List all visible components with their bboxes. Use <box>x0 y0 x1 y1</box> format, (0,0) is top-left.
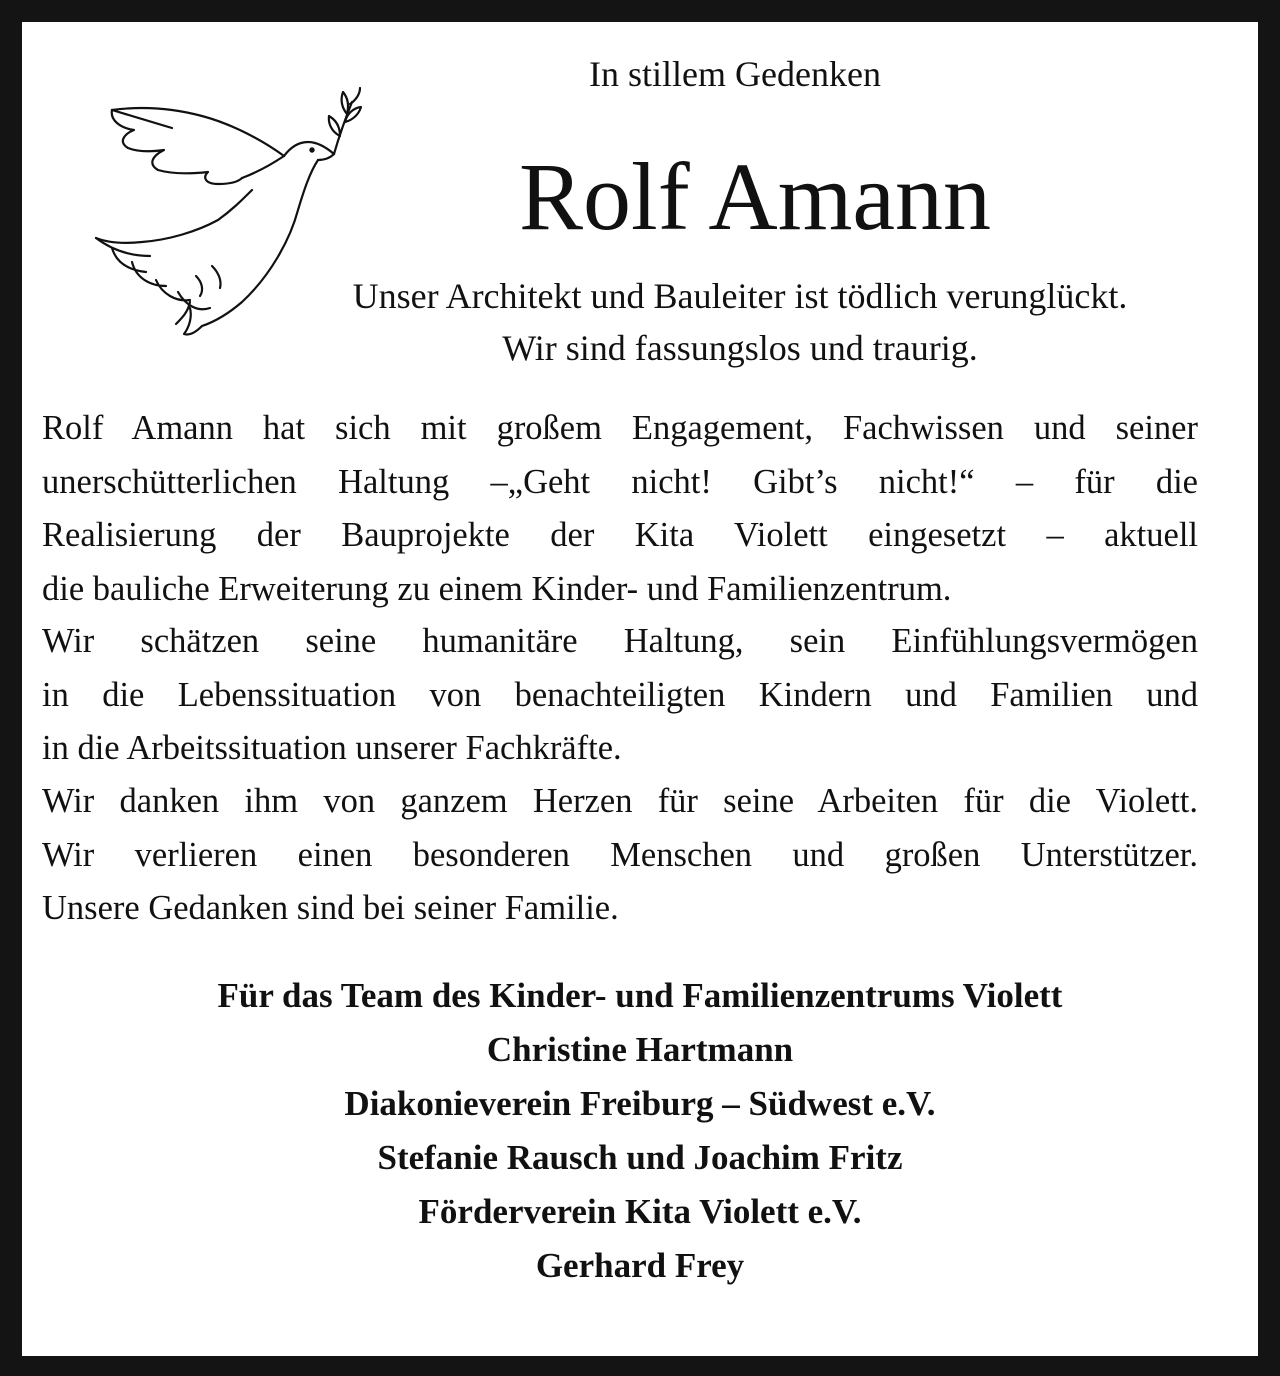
signature-gerhard-frey: Gerhard Frey <box>535 1246 745 1285</box>
paragraph-engagement <box>42 402 1198 616</box>
in-memory-heading: In stillem Gedenken <box>589 54 881 94</box>
body-line: Unsere Gedanken sind bei seiner Familie. <box>42 889 619 927</box>
paragraph-gratitude <box>42 775 1198 936</box>
paragraph-appreciation <box>42 615 1198 776</box>
body-line: die bauliche Erweiterung zu einem Kinder- und Familienzentrum. <box>42 569 952 608</box>
body-line: Wir verlieren einen besonderen Menschen und großen Unterstützer. <box>42 835 1198 874</box>
signature-foerderverein: Förderverein Kita Violett e.V. <box>418 1192 862 1231</box>
subline-grief: Wir sind fassungslos und traurig. <box>502 328 978 368</box>
body-line: Realisierung der Bauprojekte der Kita Violett eingesetzt – aktuell <box>42 516 1198 554</box>
deceased-name: Rolf Amann <box>519 143 991 250</box>
body-line: Wir danken ihm von ganzem Herzen für seine Arbeiten für die Violett. <box>42 782 1198 820</box>
body-line: in die Arbeitssituation unserer Fachkräfte. <box>42 729 622 767</box>
signature-diakonieverein: Diakonieverein Freiburg – Südwest e.V. <box>344 1084 936 1123</box>
body-line: Rolf Amann hat sich mit großem Engagement, Fachwissen und seiner <box>42 409 1198 447</box>
body-line: Wir schätzen seine humanitäre Haltung, sein Einfühlungsvermögen <box>42 622 1198 660</box>
body-line: unerschütterlichen Haltung –„Geht nicht! Gibt’s nicht!“ – für die <box>42 462 1198 501</box>
signature-team: Für das Team des Kinder- und Familienzentrums Violett <box>217 976 1063 1015</box>
signature-rausch-fritz: Stefanie Rausch und Joachim Fritz <box>377 1138 903 1177</box>
body-line: in die Lebenssituation von benachteiligten Kindern und Familien und <box>42 675 1198 714</box>
signature-christine-hartmann: Christine Hartmann <box>486 1030 794 1069</box>
subline-announcement: Unser Architekt und Bauleiter ist tödlich verunglückt. <box>352 276 1128 316</box>
